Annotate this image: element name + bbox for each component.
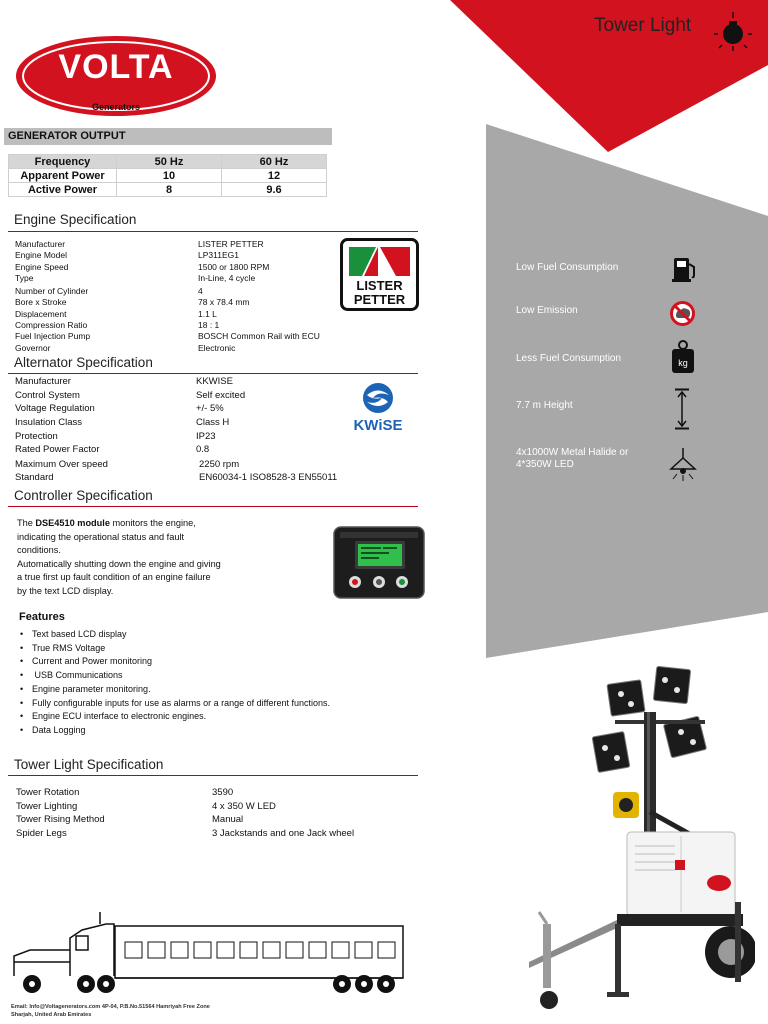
table-header-cell: Frequency — [9, 155, 117, 169]
truck-illustration — [10, 912, 406, 1002]
feature-lighting: 4x1000W Metal Halide or 4*350W LED — [516, 447, 629, 470]
spec-value: LISTER PETTER — [198, 239, 264, 249]
spec-value: 3 Jackstands and one Jack wheel — [212, 828, 355, 839]
spec-key: Rated Power Factor — [15, 444, 100, 455]
footer-location-line: Sharjah, United Arab Emirates — [11, 1012, 92, 1018]
table-header-row — [9, 155, 327, 169]
spec-value: BOSCH Common Rail with ECU — [198, 331, 320, 341]
logo-wordmark: VOLTA — [58, 48, 174, 86]
controller-intro-2: Automatically shutting down the engine and giving a true first up fault condition of an engine failure by the text LCD display. — [17, 558, 221, 596]
lamp-icon — [668, 448, 698, 482]
page-title: Tower Light — [594, 15, 692, 36]
spec-key: Bore x Stroke — [15, 297, 67, 307]
spec-value: KKWISE — [196, 376, 233, 387]
kwise-logo — [346, 382, 410, 434]
spec-key: Tower Lighting — [16, 801, 78, 812]
features-list — [20, 628, 330, 738]
svg-text:PETTER: PETTER — [353, 292, 406, 307]
spec-key: Fuel Injection Pump — [15, 331, 91, 341]
spec-key: Engine Model — [15, 250, 67, 260]
spec-key: Manufacturer — [15, 239, 66, 249]
lightbulb-icon — [714, 12, 752, 52]
list-item: • Data Logging — [20, 724, 330, 738]
weight-kg-icon — [670, 340, 696, 374]
spec-key: Displacement — [15, 309, 67, 319]
engine-spec-heading: Engine Specification — [14, 212, 137, 227]
contact-footer — [11, 1003, 271, 1019]
features-heading: Features — [19, 611, 65, 623]
spec-row — [16, 827, 354, 840]
spec-value: 3590 — [212, 787, 234, 798]
spec-row — [15, 320, 398, 331]
intro-prefix: The — [17, 518, 36, 528]
fuel-pump-icon — [671, 255, 699, 283]
volta-logo — [14, 34, 218, 120]
tower-spec-heading: Tower Light Specification — [14, 757, 164, 772]
table-header-cell: 50 Hz — [117, 155, 222, 169]
spec-value: 78 x 78.4 mm — [198, 297, 250, 307]
feature-height: 7.7 m Height — [516, 400, 573, 411]
spec-value: LP311EG1 — [198, 250, 239, 260]
spec-value: 1.1 L — [198, 309, 217, 319]
list-item: • Engine ECU interface to electronic engines. — [20, 710, 330, 724]
spec-row — [15, 375, 233, 388]
spec-row — [15, 443, 209, 456]
lister-petter-logo — [340, 238, 419, 311]
spec-key: Number of Cylinder — [15, 286, 89, 296]
spec-key: Tower Rotation — [16, 787, 80, 798]
spec-value: IP23 — [196, 431, 216, 442]
list-item: • Text based LCD display — [20, 628, 330, 642]
feature-low-emission: Low Emission — [516, 305, 578, 316]
generator-output-heading: GENERATOR OUTPUT — [4, 128, 332, 145]
controller-spec-heading: Controller Specification — [14, 488, 153, 503]
spec-value: EN60034-1 ISO8528-3 EN55011 — [199, 472, 338, 483]
table-cell: Apparent Power — [9, 169, 117, 183]
svg-text:LISTER: LISTER — [356, 278, 403, 293]
spec-value: 1500 or 1800 RPM — [198, 262, 270, 272]
spec-key: Spider Legs — [16, 828, 67, 839]
spec-row — [16, 800, 276, 813]
spec-row — [16, 786, 233, 799]
no-co2-icon — [669, 300, 696, 327]
spec-row — [15, 389, 245, 402]
spec-value: 0.8 — [196, 444, 210, 455]
table-row — [9, 183, 327, 197]
spec-row — [15, 402, 224, 415]
list-item: • Engine parameter monitoring. — [20, 683, 330, 697]
spec-row — [15, 343, 398, 354]
spec-row — [15, 430, 216, 443]
logo-subtext: Generators — [91, 102, 141, 112]
spec-row — [15, 331, 398, 342]
table-cell: 12 — [222, 169, 327, 183]
spec-value: Self excited — [196, 390, 246, 401]
spec-key: Voltage Regulation — [15, 403, 95, 414]
spec-value: 4 x 350 W LED — [212, 801, 276, 812]
table-row — [9, 169, 327, 183]
controller-intro — [17, 517, 222, 558]
spec-key: Maximum Over speed — [15, 459, 108, 470]
spec-key: Insulation Class — [15, 417, 83, 428]
intro-suffix: monitors the engine, indicating the operational status and fault conditions. — [17, 518, 196, 556]
table-cell: 10 — [117, 169, 222, 183]
height-arrow-icon — [673, 388, 691, 430]
list-item: • True RMS Voltage — [20, 642, 330, 656]
list-item: • Fully configurable inputs for use as alarms or a range of different functions. — [20, 697, 330, 711]
spec-key: Governor — [15, 343, 51, 353]
spec-row — [15, 416, 229, 429]
spec-key: Control System — [15, 390, 80, 401]
spec-key: Manufacturer — [15, 376, 71, 387]
spec-row — [16, 813, 243, 826]
spec-value: Manual — [212, 814, 244, 825]
spec-key: Type — [15, 273, 34, 283]
spec-row — [15, 471, 337, 484]
spec-key: Engine Speed — [15, 262, 69, 272]
table-header-cell: 60 Hz — [222, 155, 327, 169]
alternator-spec-heading: Alternator Specification — [14, 355, 153, 370]
spec-value: Class H — [196, 417, 230, 428]
divider — [8, 506, 418, 507]
spec-value: +/- 5% — [196, 403, 224, 414]
feature-low-fuel-consumption: Low Fuel Consumption — [516, 262, 619, 273]
spec-value: 2250 rpm — [199, 459, 240, 470]
list-item: • USB Communications — [20, 669, 330, 683]
divider — [8, 231, 418, 232]
table-cell: 8 — [117, 183, 222, 197]
spec-key: Standard — [15, 472, 54, 483]
spec-value: Electronic — [198, 343, 236, 353]
spec-row — [15, 458, 239, 471]
controller-description — [17, 517, 222, 599]
tower-light-product-image — [505, 662, 755, 1014]
divider — [8, 373, 418, 374]
list-item: • Current and Power monitoring — [20, 655, 330, 669]
spec-value: 4 — [198, 286, 203, 296]
svg-text:KWiSE: KWiSE — [353, 417, 403, 434]
module-name: DSE4510 module — [35, 518, 110, 528]
spec-value: 18 : 1 — [198, 320, 220, 330]
generator-output-table — [8, 154, 327, 197]
table-cell: 9.6 — [222, 183, 327, 197]
spec-key: Compression Ratio — [15, 320, 88, 330]
dse4510-controller-image — [333, 526, 425, 599]
table-cell: Active Power — [9, 183, 117, 197]
divider — [8, 775, 418, 776]
svg-text:kg: kg — [678, 358, 688, 368]
spec-value: In-Line, 4 cycle — [198, 273, 256, 283]
spec-key: Protection — [15, 431, 58, 442]
feature-less-fuel-consumption: Less Fuel Consumption — [516, 353, 622, 364]
spec-key: Tower Rising Method — [16, 814, 105, 825]
footer-address-line: Email: Info@Voltagenerators.com 4P-04, P.B.No.51564 Hamriyah Free Zone — [11, 1004, 210, 1010]
